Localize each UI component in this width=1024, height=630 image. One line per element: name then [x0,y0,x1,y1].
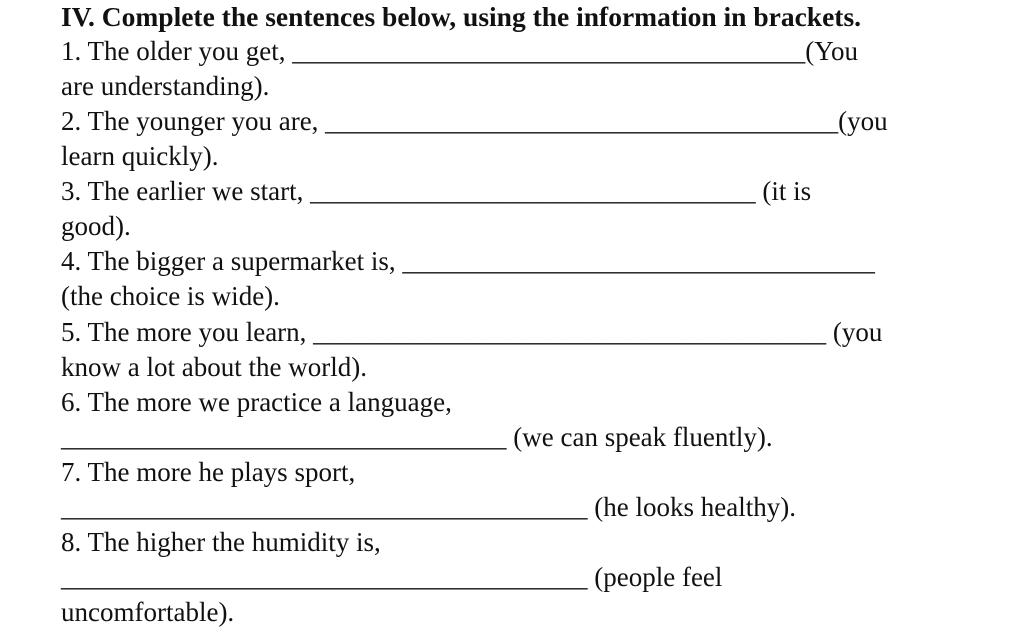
item-7-line-2: _______________________________________ (he looks healthy). [61,492,796,522]
item-3-line-1: 3. The earlier we start, _________________________________ (it is [61,176,812,206]
item-3-line-2: good). [61,211,131,241]
exercise-heading: IV. Complete the sentences below, using the information in brackets. [61,1,862,32]
item-8-line-1: 8. The higher the humidity is, [61,527,381,557]
item-1-line-2: are understanding). [61,71,270,101]
item-1-line-1: 1. The older you get, ______________________________________(You [61,36,858,66]
item-5-line-1: 5. The more you learn, ______________________________________ (you [61,317,883,347]
item-7-line-1: 7. The more he plays sport, [61,457,356,487]
item-6-line-1: 6. The more we practice a language, [61,387,452,417]
item-5-line-2: know a lot about the world). [61,352,367,382]
item-2-line-1: 2. The younger you are, ______________________________________(you [61,106,888,136]
item-8-line-3: uncomfortable). [61,597,235,627]
item-2-line-2: learn quickly). [61,141,219,171]
item-4-line-2: (the choice is wide). [61,281,280,311]
item-8-line-2: _______________________________________ (people feel [61,562,723,592]
item-6-line-2: _________________________________ (we can speak fluently). [61,422,773,452]
item-4-line-1: 4. The bigger a supermarket is, ___________________________________ [61,246,875,276]
